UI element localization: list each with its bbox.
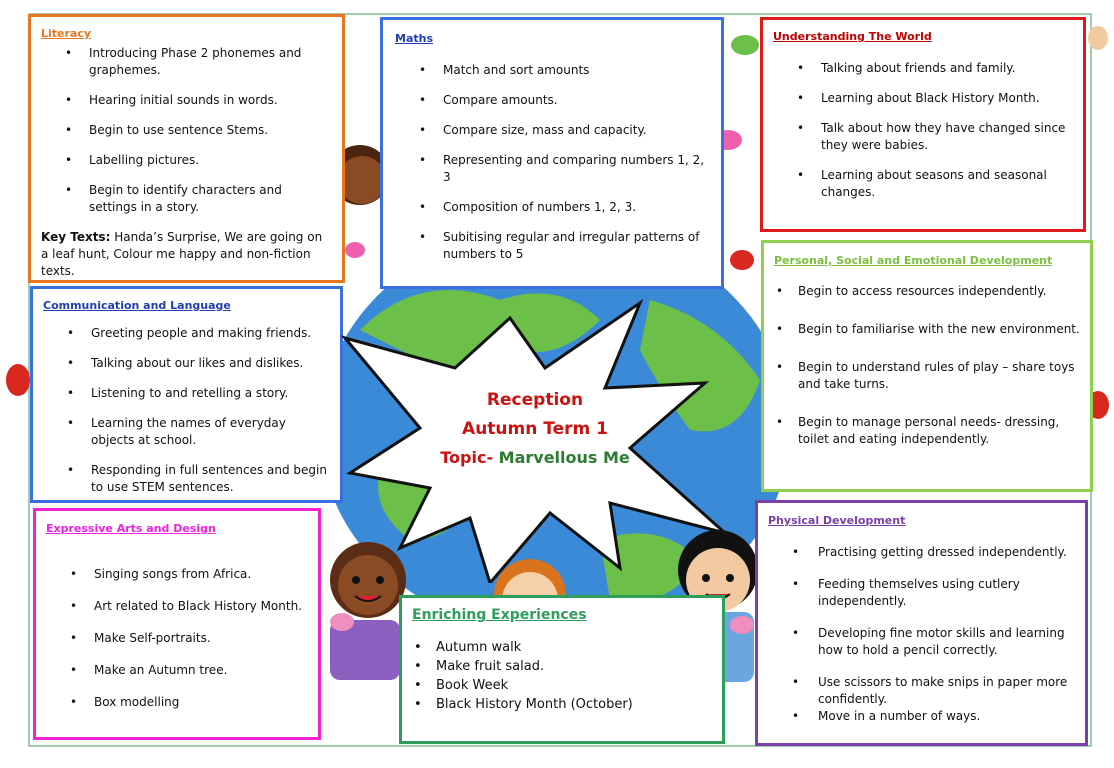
list-item: • Book Week [412,676,712,695]
list-item: • Learning about Black History Month. [773,90,1073,107]
literacy-title: Literacy [41,27,92,40]
list-item: • Talking about friends and family. [773,60,1073,77]
list-item: • Composition of numbers 1, 2, 3. [395,199,709,216]
key-texts [41,229,332,280]
communication-language-title: Communication and Language [43,299,231,312]
list-item: • Make fruit salad. [412,657,712,676]
list-item: • Developing fine motor skills and learning how to hold a pencil correctly. [768,625,1075,659]
topic-line [340,448,730,467]
physical-development-title: Physical Development [768,514,906,527]
list-item: • Make Self-portraits. [46,630,308,647]
topic-dash: - [486,448,499,467]
list-item: • Labelling pictures. [41,152,332,169]
center-starburst [340,298,730,583]
physical-development-list [768,544,1075,725]
list-item: • Listening to and retelling a story. [43,385,330,402]
key-texts-label: Key Texts: [41,230,111,244]
list-item: • Learning about seasons and seasonal changes. [773,167,1073,201]
list-item: • Subitising regular and irregular patterns of numbers to 5 [395,229,709,263]
term-title: Autumn Term 1 [462,419,608,439]
list-item: • Art related to Black History Month. [46,598,308,615]
topic-label: Topic [440,448,487,467]
expressive-arts-list [46,566,308,711]
understanding-world-title: Understanding The World [773,30,932,43]
reception-title: Reception [486,390,584,410]
list-item: • Compare amounts. [395,92,709,109]
list-item: • Begin to use sentence Stems. [41,122,332,139]
communication-language-list [43,325,330,496]
list-item: • Hearing initial sounds in words. [41,92,332,109]
list-item: • Practising getting dressed independently. [768,544,1075,561]
maths-list [395,62,709,263]
list-item: • Use scissors to make snips in paper more confidently. [768,674,1075,708]
literacy-list [41,45,332,216]
topic-name: Marvellous Me [498,448,630,467]
psed-title: Personal, Social and Emotional Development [774,254,1053,267]
psed-panel [761,240,1093,492]
list-item: • Talk about how they have changed since they were babies. [773,120,1073,154]
enriching-experiences-panel [399,595,725,744]
list-item: • Singing songs from Africa. [46,566,308,583]
list-item: • Move in a number of ways. [768,708,1075,725]
expressive-arts-title: Expressive Arts and Design [46,522,216,535]
list-item: • Feeding themselves using cutlery independently. [768,576,1075,610]
list-item: • Box modelling [46,694,308,711]
list-item: • Match and sort amounts [395,62,709,79]
maths-title: Maths [395,32,434,45]
list-item: • Introducing Phase 2 phonemes and graphemes. [41,45,332,79]
communication-language-panel [30,286,343,503]
understanding-world-panel [760,17,1086,232]
psed-list [774,283,1080,448]
literacy-panel [28,14,345,283]
physical-development-panel [755,500,1088,746]
understanding-world-list [773,60,1073,201]
list-item: • Autumn walk [412,638,712,657]
enriching-experiences-list [412,638,712,714]
list-item: • Learning the names of everyday objects at school. [43,415,330,449]
list-item: • Black History Month (October) [412,695,712,714]
list-item: • Greeting people and making friends. [43,325,330,342]
key-texts-value: Handa’s Surprise, We are going on a leaf hunt, Colour me happy and non-fiction texts. [41,230,323,278]
list-item: • Compare size, mass and capacity. [395,122,709,139]
list-item: • Begin to identify characters and settings in a story. [41,182,332,216]
list-item: • Representing and comparing numbers 1, 2, 3 [395,152,709,186]
maths-panel [380,17,724,289]
list-item: • Make an Autumn tree. [46,662,308,679]
starburst-shape [340,298,730,583]
list-item: • Begin to understand rules of play – share toys and take turns. [774,359,1080,393]
expressive-arts-panel [33,508,321,740]
list-item: • Begin to familiarise with the new environment. [774,321,1080,338]
list-item: • Talking about our likes and dislikes. [43,355,330,372]
enriching-experiences-title: Enriching Experiences [412,607,587,623]
list-item: • Begin to manage personal needs- dressing, toilet and eating independently. [774,414,1080,448]
list-item: • Begin to access resources independently. [774,283,1080,300]
list-item: • Responding in full sentences and begin to use STEM sentences. [43,462,330,496]
